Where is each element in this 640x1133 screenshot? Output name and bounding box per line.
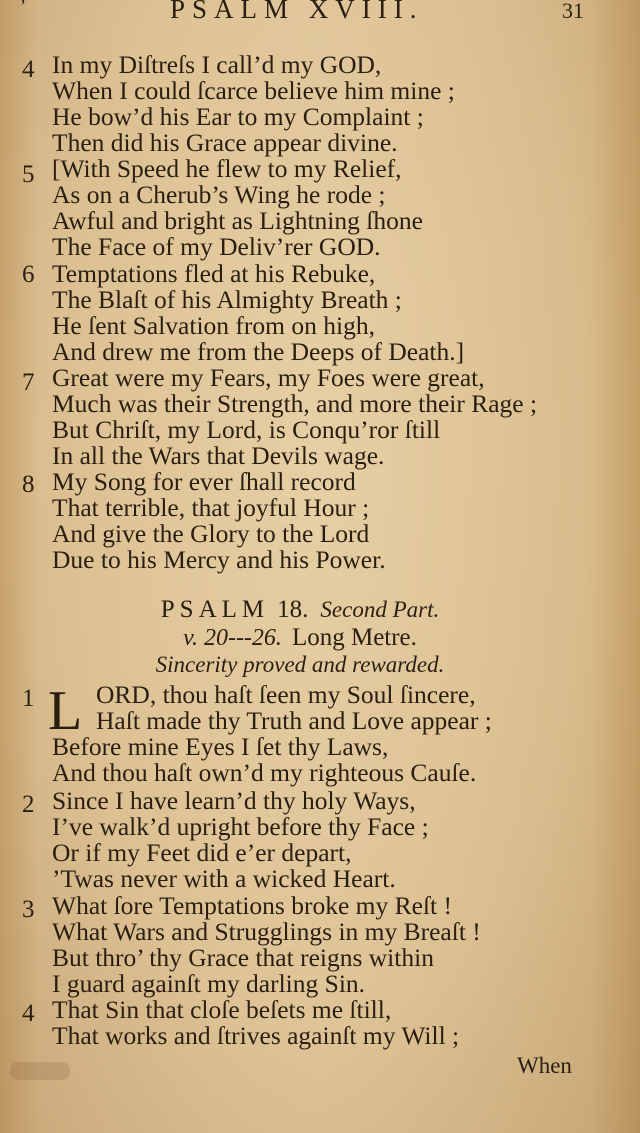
hymn-line: But thro’ thy Grace that reigns within (52, 943, 434, 972)
verse-number: 5 (22, 161, 35, 188)
hymn-line: Since I have learn’d thy holy Ways, (52, 786, 416, 815)
hymn-line: The Face of my Deliv’rer GOD. (52, 232, 381, 261)
hymn-line: That works and ſtrives againſt my Will ; (52, 1021, 460, 1050)
verse-number: 1 (22, 685, 35, 712)
heading-subtitle: Sincerity proved and rewarded. (155, 652, 445, 677)
heading-metre: Long Metre. (291, 624, 417, 651)
hymn-line: ORD, thou haſt ſeen my Soul ſincere, (96, 680, 476, 709)
hymn-line: My Song for ever ſhall record (52, 467, 356, 496)
hymn-line: Temptations fled at his Rebuke, (52, 259, 376, 288)
section-subtitle (0, 653, 600, 676)
verse-number: 2 (22, 791, 35, 818)
hymn-line: And thou haſt own’d my righteous Cauſe. (52, 758, 477, 787)
hymn-line: ’Twas never with a wicked Heart. (52, 864, 396, 893)
hymn-line: The Blaſt of his Almighty Breath ; (52, 285, 402, 314)
hymn-line: Awful and bright as Lightning ſhone (52, 206, 423, 235)
drop-cap: L (48, 680, 83, 742)
hymn-line: [With Speed he flew to my Relief, (52, 154, 402, 183)
heading-number: 18. (277, 596, 309, 623)
hymn-line: Before mine Eyes I ſet thy Laws, (52, 732, 389, 761)
page-stain (10, 1062, 70, 1080)
hymn-line: In all the Wars that Devils wage. (52, 441, 385, 470)
hymn-line: Haſt made thy Truth and Love appear ; (96, 706, 492, 735)
running-head (0, 0, 640, 26)
hymn-line: I’ve walk’d upright before thy Face ; (52, 812, 429, 841)
hymn-line: What Wars and Strugglings in my Breaſt ! (52, 917, 481, 946)
hymn-line: When I could ſcarce believe him mine ; (52, 76, 455, 105)
running-head-mark: ’ (20, 0, 26, 16)
section-heading (0, 597, 600, 622)
hymn-line: Then did his Grace appear divine. (52, 128, 398, 157)
hymn-line: I guard againſt my darling Sin. (52, 969, 366, 998)
hymn-line: He ſent Salvation from on high, (52, 311, 375, 340)
running-head-title: PSALM XVIII. (170, 0, 424, 24)
hymn-line: As on a Cherub’s Wing he rode ; (52, 180, 386, 209)
hymn-line: That terrible, that joyful Hour ; (52, 493, 370, 522)
hymn-line: That Sin that cloſe beſets me ſtill, (52, 995, 392, 1024)
verse-number: 4 (22, 1000, 35, 1027)
hymn-line: Great were my Fears, my Foes were great, (52, 363, 485, 392)
heading-verses: v. 20---26. (183, 625, 282, 651)
catchword: When (517, 1053, 572, 1078)
verse-number: 6 (22, 261, 35, 288)
verse-number: 3 (22, 896, 35, 923)
hymn-line: He bow’d his Ear to my Complaint ; (52, 102, 424, 131)
hymn-line: But Chriſt, my Lord, is Conqu’ror ſtill (52, 415, 441, 444)
heading-part: Second Part. (320, 597, 440, 622)
hymn-line: And drew me from the Deeps of Death.] (52, 337, 465, 366)
page-number: 31 (562, 0, 584, 23)
verse-number: 4 (22, 56, 35, 83)
section-subheading (0, 625, 600, 650)
heading-psalm: PSALM (160, 596, 270, 623)
verse-number: 7 (22, 369, 35, 396)
hymn-line: Or if my Feet did e’er depart, (52, 838, 352, 867)
hymn-line: What ſore Temptations broke my Reſt ! (52, 891, 452, 920)
verse-number: 8 (22, 471, 35, 498)
hymn-line: Due to his Mercy and his Power. (52, 545, 386, 574)
hymn-line: And give the Glory to the Lord (52, 519, 370, 548)
hymn-line: Much was their Strength, and more their Rage ; (52, 389, 538, 418)
hymn-line: In my Diſtreſs I call’d my GOD, (52, 50, 382, 79)
